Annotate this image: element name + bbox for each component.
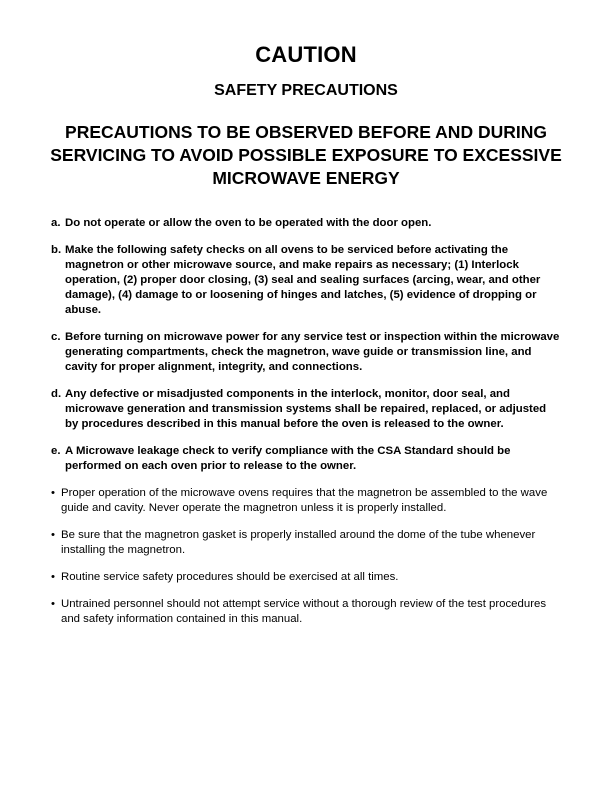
item-marker: a.: [51, 217, 61, 229]
item-marker: c.: [51, 331, 61, 343]
bullet-item: [51, 486, 561, 516]
bullet-item: [51, 528, 561, 558]
item-text: A Microwave leakage check to verify compliance with the CSA Standard should be performed on each oven prior to release to the owner.: [65, 445, 511, 472]
item-text: Before turning on microwave power for any service test or inspection within the microwave generating compartments, check the magnetron, wave guide or transmission line, and cavity for proper alignment, integrity, and connections.: [65, 331, 560, 373]
precautions-list: [51, 216, 561, 639]
precaution-item-d: [51, 387, 561, 432]
item-marker: b.: [51, 244, 62, 256]
bullet-text: Routine service safety procedures should be exercised at all times.: [61, 571, 399, 583]
bullet-marker: •: [51, 571, 55, 583]
bullet-item: [51, 597, 561, 627]
bullet-text: Be sure that the magnetron gasket is properly installed around the dome of the tube whenever installing the magnetron.: [61, 529, 536, 556]
bullet-marker: •: [51, 598, 55, 610]
bullet-text: Proper operation of the microwave ovens requires that the magnetron be assembled to the wave guide and cavity. Never operate the magnetron unless it is properly installed.: [61, 487, 548, 514]
item-marker: e.: [51, 445, 61, 457]
page-title: CAUTION: [255, 42, 357, 67]
item-marker: d.: [51, 388, 62, 400]
precaution-item-b: [51, 243, 561, 318]
item-text: Any defective or misadjusted components in the interlock, monitor, door seal, and microwave generation and transmission systems shall be repaired, replaced, or adjusted by procedures described in this manual before the oven is released to the owner.: [65, 388, 547, 430]
bullet-text: Untrained personnel should not attempt service without a thorough review of the test procedures and safety information contained in this manual.: [61, 598, 547, 625]
item-text: Make the following safety checks on all ovens to be serviced before activating the magnetron or other microwave source, and make repairs as necessary; (1) Interlock operation, (2) proper door closing, (3) seal and sealing surfaces (arcing, wear, and other damage), (4) damage to or loosening of hinges and latches, (5) evidence of dropping or abuse.: [65, 244, 541, 316]
bullet-marker: •: [51, 529, 55, 541]
precaution-item-c: [51, 330, 561, 375]
item-text: Do not operate or allow the oven to be operated with the door open.: [65, 217, 432, 229]
section-heading: PRECAUTIONS TO BE OBSERVED BEFORE AND DURING SERVICING TO AVOID POSSIBLE EXPOSURE TO EXCESSIVE MICROWAVE ENERGY: [50, 122, 562, 188]
page-subtitle: SAFETY PRECAUTIONS: [214, 82, 398, 99]
bullet-item: [51, 570, 561, 585]
bullet-marker: •: [51, 487, 55, 499]
precaution-item-a: [51, 216, 561, 231]
precaution-item-e: [51, 444, 561, 474]
